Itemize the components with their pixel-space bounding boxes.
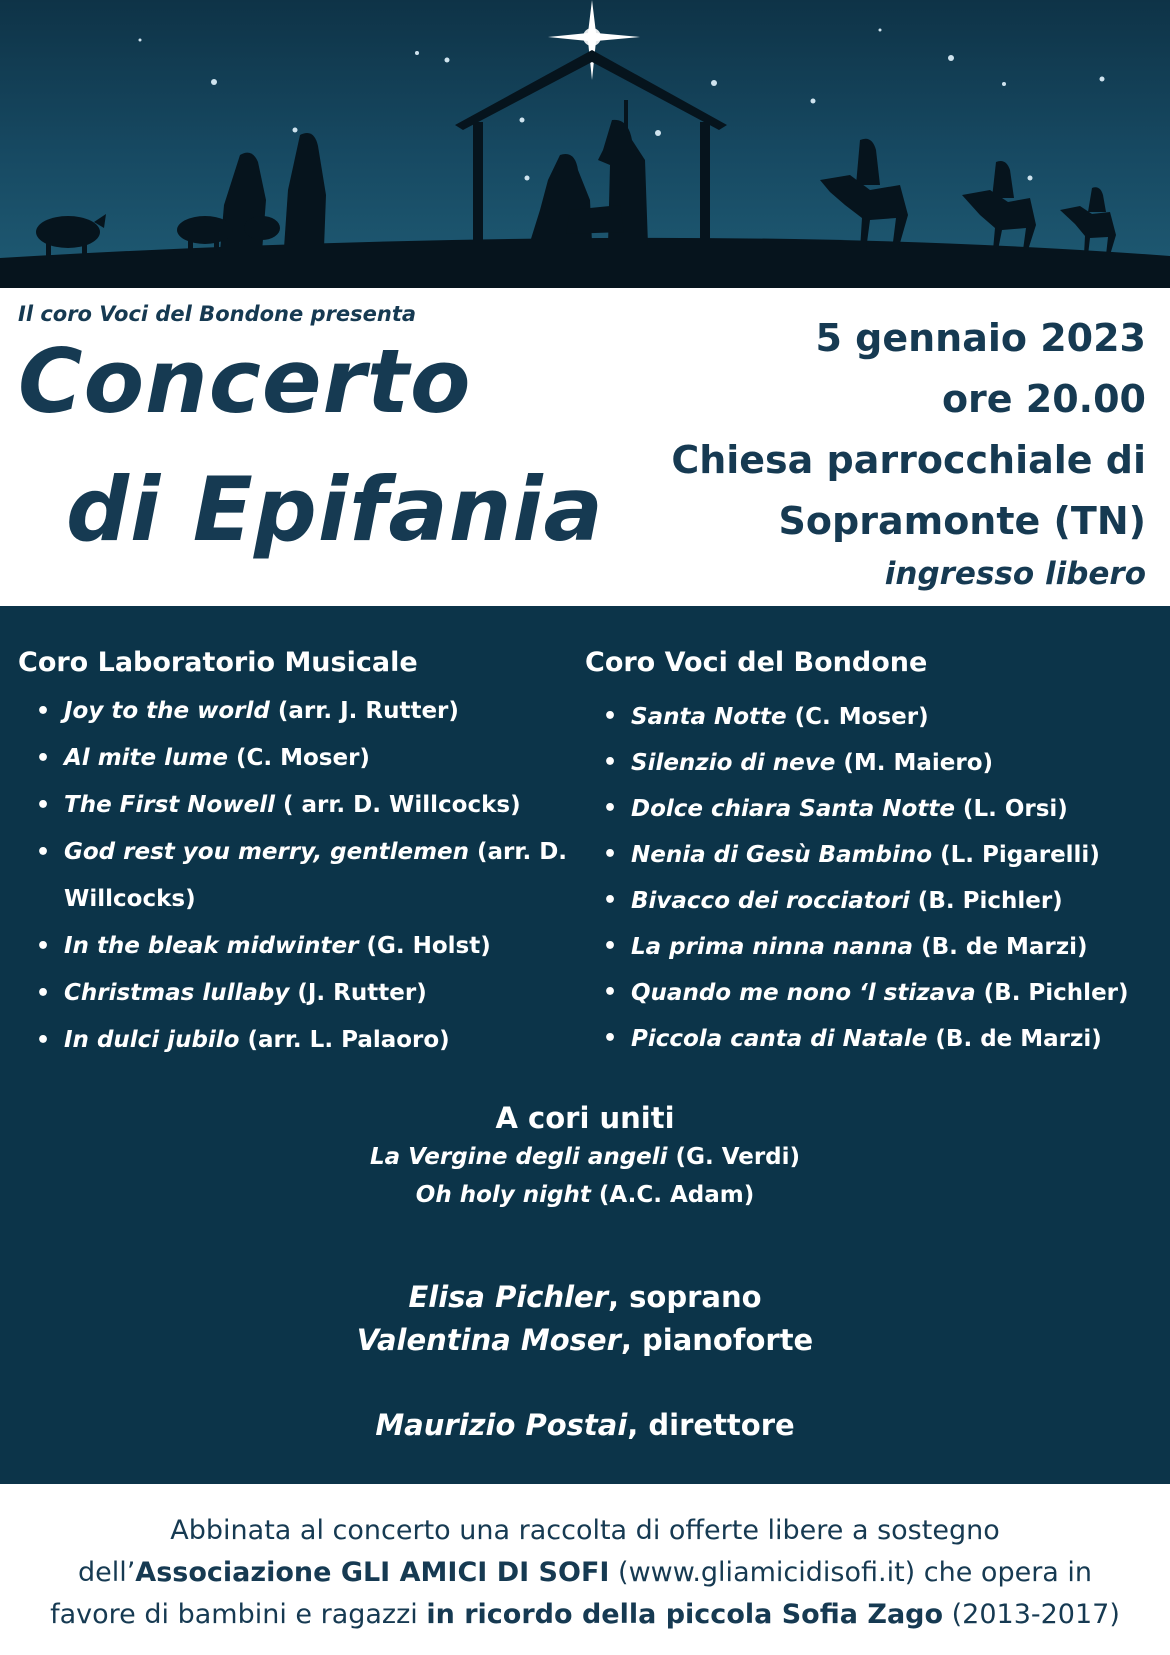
- bullet-icon: •: [603, 980, 618, 1005]
- song-title: The First Nowell: [64, 792, 275, 818]
- left-choir-column: [18, 646, 578, 1064]
- song-item: [585, 786, 1165, 832]
- song-credit: (M. Maiero): [835, 750, 994, 776]
- performer-line: [0, 1319, 1170, 1362]
- song-title: Nenia di Gesù Bambino: [631, 842, 933, 868]
- song-item: [585, 970, 1165, 1016]
- piece-title: Oh holy night: [415, 1182, 591, 1208]
- song-credit: (B. de Marzi): [913, 934, 1088, 960]
- united-piece: [0, 1138, 1170, 1176]
- piece-title: La Vergine degli angeli: [369, 1144, 668, 1170]
- right-choir-song-list: [585, 694, 1165, 1062]
- song-title: Christmas lullaby: [64, 980, 290, 1006]
- song-credit: (C. Moser): [227, 745, 370, 771]
- bullet-icon: •: [36, 793, 51, 818]
- performer-line: [0, 1276, 1170, 1319]
- piece-credit: (A.C. Adam): [590, 1182, 755, 1208]
- song-item: [585, 1016, 1165, 1062]
- admission-note: ingresso libero: [884, 556, 1146, 592]
- song-credit: (arr. J. Rutter): [269, 698, 459, 724]
- association-name: Associazione GLI AMICI DI SOFI: [135, 1557, 610, 1588]
- song-item: [18, 1017, 578, 1064]
- song-item: [18, 970, 578, 1017]
- song-title: God rest you merry, gentlemen: [64, 839, 470, 865]
- united-piece: [0, 1176, 1170, 1214]
- song-item: [18, 923, 578, 970]
- song-item: [18, 688, 578, 735]
- song-item: [18, 735, 578, 782]
- song-credit: (arr. L. Palaoro): [239, 1027, 450, 1053]
- bullet-icon: •: [36, 981, 51, 1006]
- bullet-icon: •: [36, 1028, 51, 1053]
- bullet-icon: •: [603, 750, 618, 775]
- bullet-icon: •: [603, 842, 618, 867]
- bullet-icon: •: [603, 934, 618, 959]
- bullet-icon: •: [36, 699, 51, 724]
- footer-text: (www.gliamicidisofi.it) che opera in: [609, 1557, 1093, 1588]
- footer-text: favore di bambini e ragazzi: [50, 1599, 427, 1630]
- nativity-silhouette-image: [0, 0, 1170, 288]
- magi-silhouette: [820, 139, 1116, 255]
- event-date: 5 gennaio 2023: [815, 316, 1146, 360]
- song-title: Dolce chiara Santa Notte: [631, 796, 955, 822]
- song-credit: ( arr. D. Willcocks): [274, 792, 521, 818]
- song-item: [585, 694, 1165, 740]
- right-choir-column: [585, 646, 1165, 1062]
- performer-role: , pianoforte: [620, 1323, 814, 1357]
- footer-line-3: [0, 1594, 1170, 1636]
- song-title: Piccola canta di Natale: [631, 1026, 928, 1052]
- song-item: [18, 829, 578, 923]
- bullet-icon: •: [603, 704, 618, 729]
- performer-role: , soprano: [608, 1280, 762, 1314]
- performers-block: [0, 1276, 1170, 1447]
- shepherds-silhouette: [36, 133, 326, 262]
- event-time: ore 20.00: [941, 377, 1146, 421]
- song-credit: (arr. D. Willcocks): [64, 839, 568, 912]
- song-title: Santa Notte: [631, 704, 787, 730]
- program-section: [0, 606, 1170, 1484]
- song-credit: (J. Rutter): [289, 980, 427, 1006]
- song-item: [585, 878, 1165, 924]
- bullet-icon: •: [603, 1026, 618, 1051]
- song-title: In the bleak midwinter: [64, 933, 359, 959]
- event-venue-line-2: Sopramonte (TN): [778, 499, 1146, 543]
- song-title: Silenzio di neve: [631, 750, 836, 776]
- song-item: [18, 782, 578, 829]
- footer-text: (2013-2017): [943, 1599, 1120, 1630]
- song-title: Quando me nono ‘l stizava: [631, 980, 976, 1006]
- director-name: Maurizio Postai: [375, 1408, 628, 1442]
- performer-name: Elisa Pichler: [408, 1280, 609, 1314]
- memorial-text: in ricordo della piccola Sofia Zago: [426, 1599, 944, 1630]
- song-title: Bivacco dei rocciatori: [631, 888, 910, 914]
- director-line: [0, 1404, 1170, 1447]
- song-credit: (B. Pichler): [975, 980, 1129, 1006]
- song-item: [585, 832, 1165, 878]
- event-venue-line-1: Chiesa parrocchiale di: [671, 438, 1146, 482]
- footer-line-2: [0, 1552, 1170, 1594]
- song-credit: (C. Moser): [786, 704, 929, 730]
- bullet-icon: •: [603, 888, 618, 913]
- song-credit: (L. Orsi): [954, 796, 1068, 822]
- charity-footer: [0, 1484, 1170, 1655]
- bullet-icon: •: [36, 934, 51, 959]
- director-role: , direttore: [627, 1408, 795, 1442]
- bullet-icon: •: [36, 746, 51, 771]
- title-line-2: di Epifania: [66, 458, 604, 561]
- song-credit: (L. Pigarelli): [932, 842, 1100, 868]
- title-line-1: Concerto: [18, 330, 472, 433]
- left-choir-name: Coro Laboratorio Musicale: [18, 647, 418, 678]
- stable-silhouette: [455, 50, 727, 245]
- united-choirs-block: [0, 1098, 1170, 1214]
- performer-name: Valentina Moser: [356, 1323, 621, 1357]
- song-credit: (B. de Marzi): [927, 1026, 1102, 1052]
- song-title: In dulci jubilo: [64, 1027, 240, 1053]
- united-heading: A cori uniti: [495, 1101, 675, 1135]
- song-credit: (G. Holst): [358, 933, 491, 959]
- song-item: [585, 924, 1165, 970]
- bullet-icon: •: [603, 796, 618, 821]
- presenter-line: Il coro Voci del Bondone presenta: [18, 302, 417, 326]
- song-title: Joy to the world: [64, 698, 270, 724]
- footer-line-1: Abbinata al concerto una raccolta di offerte libere a sostegno: [170, 1515, 1000, 1546]
- right-choir-name: Coro Voci del Bondone: [585, 647, 928, 678]
- song-title: Al mite lume: [64, 745, 228, 771]
- footer-text: dell’: [77, 1557, 136, 1588]
- event-details: [671, 308, 1146, 596]
- piece-credit: (G. Verdi): [667, 1144, 801, 1170]
- bullet-icon: •: [36, 840, 51, 865]
- song-item: [585, 740, 1165, 786]
- nativity-banner: [0, 0, 1170, 288]
- left-choir-song-list: [18, 688, 578, 1064]
- song-credit: (B. Pichler): [909, 888, 1063, 914]
- poster-header: [0, 288, 1170, 606]
- song-title: La prima ninna nanna: [631, 934, 914, 960]
